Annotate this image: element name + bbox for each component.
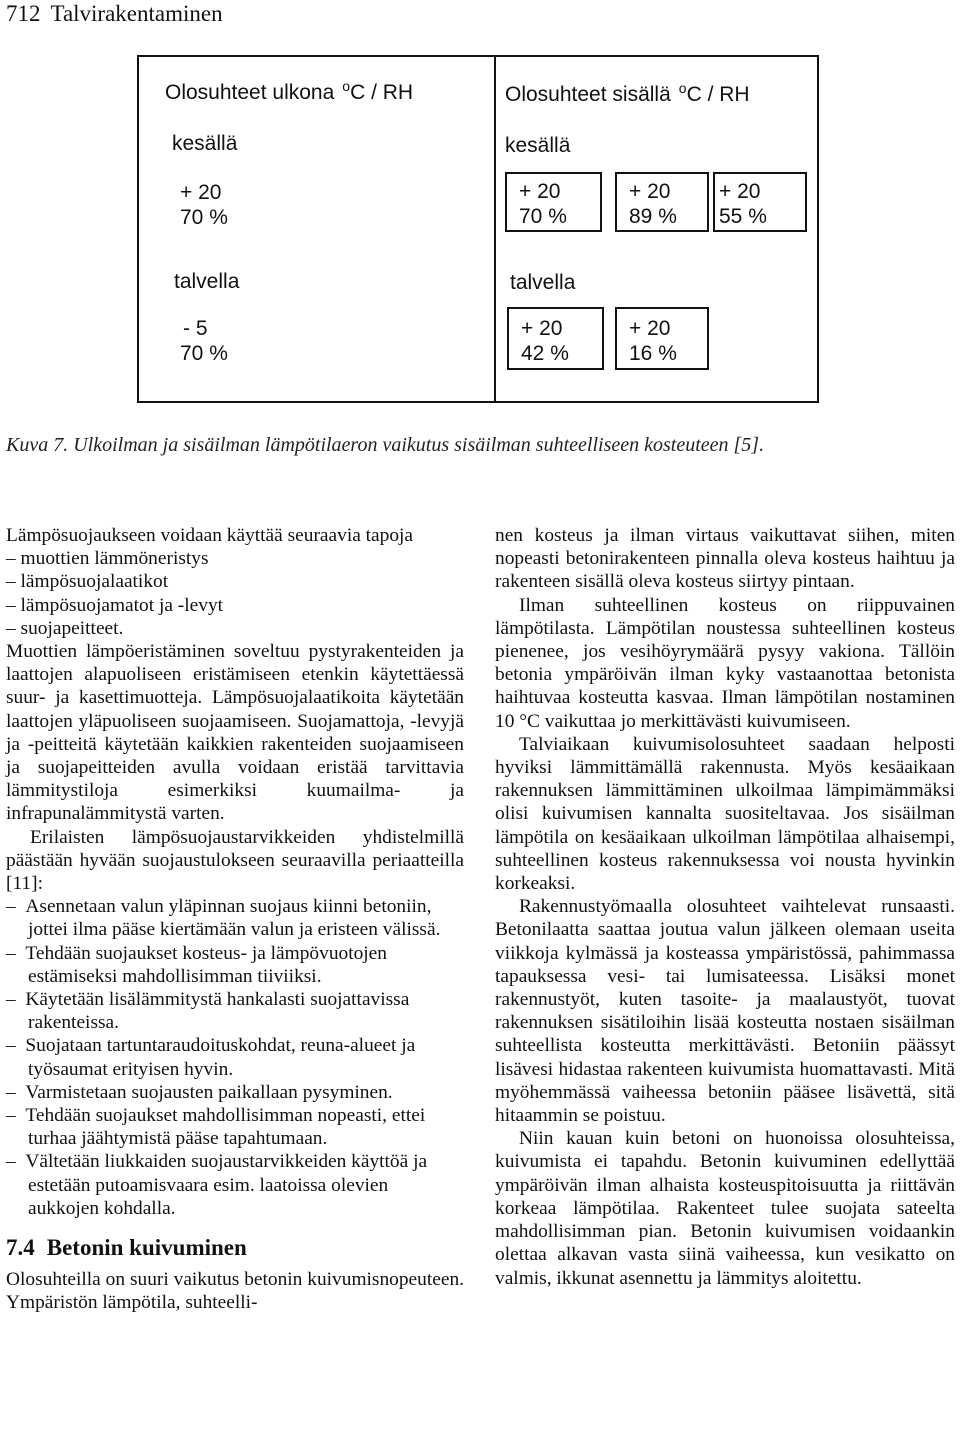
section-title: Betonin kuivuminen [46,1235,247,1261]
indoor-summer-label: kesällä [505,134,571,157]
indoor-title: Olosuhteet sisällä $^o$C / RH [505,80,750,106]
list-item: – Tehdään suojaukset kosteus- ja lämpövuotojen estämiseksi mahdollisimman tiiviiksi. [6,942,387,987]
indoor-summer-1-temp: + 20 [519,180,561,203]
indoor-summer-box-2 [615,172,709,232]
indoor-winter-label: talvella [510,271,576,294]
left-column [6,524,464,1315]
list-item: – Käytetään lisälämmitystä hankalasti suojattavissa rakenteissa. [6,989,410,1034]
page-number: 712 [6,1,41,26]
paragraph: Olosuhteilla on suuri vaikutus betonin kuivumisnopeuteen. Ympäristön lämpötila, suhteelli- [6,1269,464,1314]
outdoor-winter-label: talvella [174,270,240,293]
paragraph: Muottien lämpöeristäminen soveltuu pystyrakenteiden ja laattojen alapuoliseen eristämiseen etenkin käytettäessä suur- ja kasettimuotteja. Lämpösuojalaatikoita käytetään laattojen yläpuoliseen suojaamiseen. Suojamattoja, -levyjä ja -peitteitä käytetään kaikkien rakenteiden suojaamiseen ja suojapeitteiden avulla voidaan eristää tarvittavia lämmitystiloja esimerkiksi kuumailma- ja infrapunalämmitystä varten. [6,641,464,825]
indoor-winter-box-1 [507,307,604,370]
outdoor-summer-temp: + 20 [180,181,222,204]
paragraph: Rakennustyömaalla olosuhteet vaihtelevat runsaasti. Betonilaatta saattaa joutua valun jälkeen olemaan useita viikkoja kylmässä ja kosteassa ympäristössä, pahimmassa tapauksessa vesi- tai lumisateessa. Lisäksi monet rakennustyöt, kuten tasoite- ja maalaustyöt, tuovat rakennuksen sisätiloihin lisää kosteutta nostaen sisäilman suhteellista kosteutta merkittävästi. Betoniin päässyt lisävesi hidastaa rakenteen kuivumista huomattavasti. Mitä myöhemmässä vaiheessa betoniin pääsee lisävettä, sitä hitaammin se poistuu. [495,896,955,1127]
list-item: – lämpösuojalaatikot [6,571,169,593]
indoor-summer-box-1 [505,172,602,232]
indoor-winter-2-temp: + 20 [629,317,671,340]
right-column [495,524,955,1290]
section-number: 7.4 [6,1235,35,1261]
chapter-title: Talvirakentaminen [50,1,223,26]
paragraph: Ilman suhteellinen kosteus on riippuvainen lämpötilasta. Lämpötilan noustessa suhteellinen kosteus pienenee, jos vesihöyrymäärä pysyy vakiona. Tällöin betonia ympäröivän ilman kyky vastaanottaa betonista haihtuvaa kosteutta kasvaa. Ilman lämpötilan nostaminen 10 °C vaikuttaa jo merkittävästi kuivumiseen. [495,594,955,732]
indoor-winter-1-temp: + 20 [521,317,563,340]
figure-conditions-diagram [137,55,819,403]
outdoor-winter-rh: 70 % [180,342,228,365]
paragraph: Niin kauan kuin betoni on huonoissa olosuhteissa, kuivumista ei tapahdu. Betonin kuivuminen edellyttää ympäröivän ilman alhaista kosteuspitoisuutta ja riittävän korkeaa lämpötilaa. Rakenteet tulee suojata sateelta mahdollisimman pian. Betonin kuivumisen voidaankin olettaa alkavan vasta siinä vaiheessa, kun vesikatto on valmis, ikkunat asennettu ja lämmitys aloitettu. [495,1128,955,1289]
indoor-winter-1-rh: 42 % [521,342,569,365]
indoor-summer-2-temp: + 20 [629,180,671,203]
section-heading [6,1234,464,1262]
indoor-summer-2-rh: 89 % [629,205,677,228]
outdoor-title: Olosuhteet ulkona $^o$C / RH [165,78,414,104]
indoor-summer-3-temp: + 20 [719,180,761,203]
list-item: – Suojataan tartuntaraudoituskohdat, reuna-alueet ja työsaumat erityisen hyvin. [6,1035,416,1080]
indoor-summer-1-rh: 70 % [519,205,567,228]
list-item: – Vältetään liukkaiden suojaustarvikkeiden käyttöä ja estetään putoamisvaara esim. laatoissa olevien aukkojen kohdalla. [6,1151,428,1219]
list-item: – Asennetaan valun yläpinnan suojaus kiinni betoniin, jottei ilma pääse kiertämään valun ja eristeen välissä. [6,896,441,941]
running-header [6,0,223,28]
paragraph: Erilaisten lämpösuojaustarvikkeiden yhdistelmillä päästään hyvään suojaustulokseen seuraavilla periaatteilla [11]: [6,826,464,895]
list-item: – muottien lämmöneristys [6,548,209,570]
list-item: – Varmistetaan suojausten paikallaan pysyminen. [6,1081,393,1103]
indoor-summer-box-3 [713,172,807,232]
paragraph: Talviaikaan kuivumisolosuhteet saadaan helposti hyviksi lämmittämällä rakennusta. Myös kesäaikaan rakennuksen lämmittäminen ulkoilmaa lämpimämmäksi olisi kuivumisen kannalta suositeltavaa. Jos sisäilman lämpötila on kesäaikaan ulkoilman lämpötilaa alhaisempi, suhteellinen kosteus rakennuksessa voi nousta hyvinkin korkeaksi. [495,733,955,895]
indoor-winter-2-rh: 16 % [629,342,677,365]
principles-list [6,895,464,1220]
outdoor-winter-temp: - 5 [183,317,208,340]
indoor-summer-3-rh: 55 % [719,205,767,228]
indoor-winter-box-2 [615,307,709,370]
list-item: – Tehdään suojaukset mahdollisimman nopeasti, ettei turhaa jäähtymistä pääse tapahtumaan. [6,1105,426,1150]
methods-intro: Lämpösuojaukseen voidaan käyttää seuraavia tapoja [6,525,414,546]
list-item: – suojapeitteet. [6,617,124,639]
list-item: – lämpösuojamatot ja -levyt [6,594,224,616]
paragraph: nen kosteus ja ilman virtaus vaikuttavat siihen, miten nopeasti betonirakenteen pinnalla oleva kosteus haihtuu ja rakenteen sisällä oleva kosteus siirtyy pintaan. [495,525,955,593]
figure-divider [494,55,496,403]
outdoor-summer-rh: 70 % [180,206,228,229]
methods-list [6,547,464,640]
figure-caption: Kuva 7. Ulkoilman ja sisäilman lämpötilaeron vaikutus sisäilman suhteelliseen kosteuteen [5]. [6,434,765,456]
outdoor-summer-label: kesällä [172,132,238,155]
